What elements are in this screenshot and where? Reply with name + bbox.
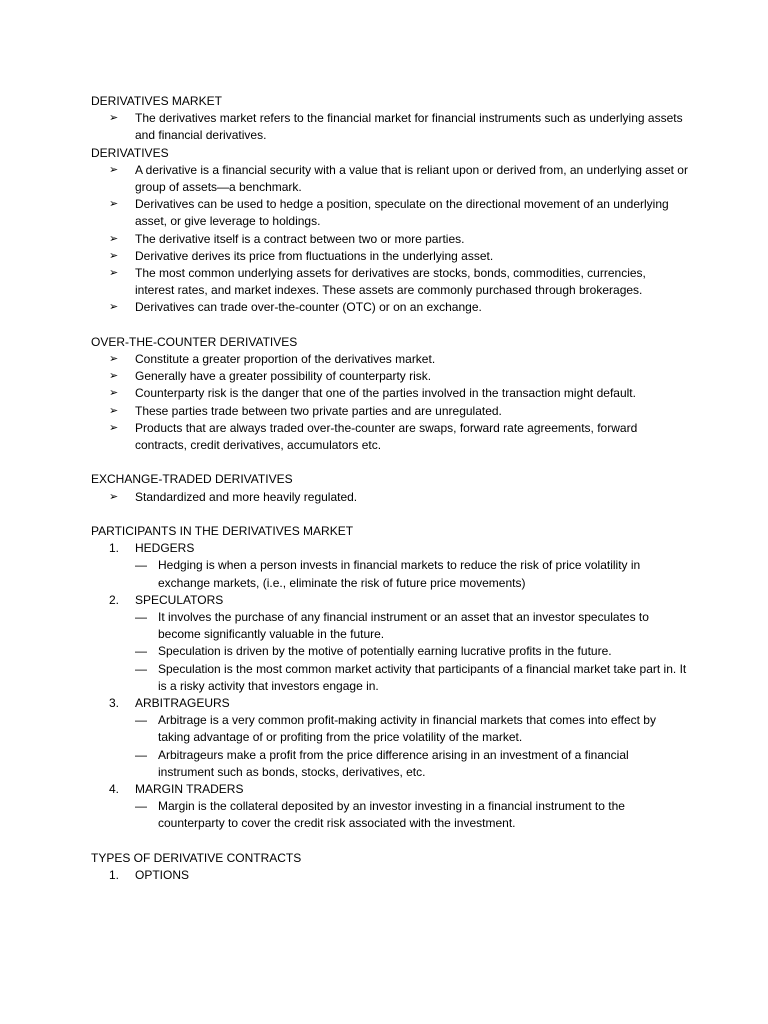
- heading-otc-derivatives: OVER-THE-COUNTER DERIVATIVES: [91, 334, 298, 349]
- heading-exchange-traded-derivatives: EXCHANGE-TRADED DERIVATIVES: [91, 472, 293, 487]
- list-item: ➢ Derivatives can be used to hedge a position, speculate on the directional movement of an underlying asset, or give leverage to holdings.: [109, 197, 669, 229]
- list-item: — Speculation is driven by the motive of potentially earning lucrative profits in the future.: [158, 643, 688, 660]
- arrow-bullet-icon: ➢: [109, 387, 119, 400]
- hedgers-items: [135, 557, 688, 591]
- participant-group-margin-traders: 4. MARGIN TRADERS — Margin is the collateral deposited by an investor investing in a financial instrument to the counterparty to cover the credit risk associated with the investment.: [135, 781, 688, 833]
- list-item: ➢ The most common underlying assets for derivatives are stocks, bonds, commodities, currencies, interest rates, and market indexes. These assets are commonly purchased through brokerages.: [109, 266, 646, 298]
- list-item: ➢ Generally have a greater possibility of counterparty risk.: [135, 368, 688, 385]
- dash-bullet-icon: —: [135, 558, 147, 573]
- section-gap: [91, 317, 688, 334]
- list-item: ➢ The derivatives market refers to the financial market for financial instruments such as underlying assets and financial derivatives.: [109, 111, 683, 143]
- speculators-items: [135, 609, 688, 695]
- heading-derivatives: DERIVATIVES: [91, 145, 169, 160]
- list-item: — Speculation is the most common market activity that participants of a financial market take part in. It is a risky activity that investors engage in.: [135, 661, 687, 693]
- arrow-bullet-icon: ➢: [109, 163, 119, 176]
- list-item: — Arbitrage is a very common profit-making activity in financial markets that comes into effect by taking advantage of or profiting from the price volatility of the market.: [135, 713, 656, 745]
- section-gap: [91, 833, 688, 850]
- list-item: ➢ The derivative itself is a contract between two or more parties.: [135, 231, 688, 248]
- arrow-bullet-icon: ➢: [109, 198, 119, 211]
- list-item: ➢ Counterparty risk is the danger that one of the parties involved in the transaction might default.: [135, 385, 688, 402]
- arbitrageurs-items: [135, 712, 688, 781]
- arrow-bullet-icon: ➢: [109, 353, 119, 366]
- arrow-bullet-icon: ➢: [109, 267, 119, 280]
- arrow-bullet-icon: ➢: [109, 404, 119, 417]
- arrow-bullet-icon: ➢: [109, 421, 119, 434]
- derivatives-market-list: [91, 110, 688, 144]
- arrow-bullet-icon: ➢: [109, 301, 119, 314]
- section-gap: [91, 506, 688, 523]
- list-item: ➢ Derivative derives its price from fluctuations in the underlying asset.: [135, 248, 688, 265]
- list-item: — Margin is the collateral deposited by an investor investing in a financial instrument to the counterparty to cover the credit risk associated with the investment.: [135, 799, 625, 831]
- heading-types-of-contracts: TYPES OF DERIVATIVE CONTRACTS: [91, 850, 302, 865]
- section-gap: [91, 454, 688, 471]
- arrow-bullet-icon: ➢: [109, 370, 119, 383]
- arrow-bullet-icon: ➢: [109, 112, 119, 125]
- dash-bullet-icon: —: [135, 610, 147, 625]
- group-title: ARBITRAGEURS: [135, 696, 230, 711]
- arrow-bullet-icon: ➢: [109, 232, 119, 245]
- dash-bullet-icon: —: [135, 661, 147, 676]
- participant-group-arbitrageurs: 3. ARBITRAGEURS — Arbitrage is a very common profit-making activity in financial markets that comes into effect by taking advantage of or profiting from the price volatility of the market. — Arbitrageurs make a profit from the price difference arising in an investment of a financial instrument such as bonds, stocks, derivatives, etc.: [135, 695, 688, 781]
- list-item: ➢ Products that are always traded over-the-counter are swaps, forward rate agreements, forward contracts, credit derivatives, accumulators etc.: [109, 420, 638, 453]
- group-title: OPTIONS: [135, 868, 190, 883]
- group-title: HEDGERS: [135, 541, 195, 556]
- list-item: ➢ Constitute a greater proportion of the derivatives market.: [135, 351, 688, 368]
- contracts-list: [91, 867, 688, 884]
- dash-bullet-icon: —: [135, 799, 147, 814]
- list-item: — Hedging is when a person invests in financial markets to reduce the risk of price volatility in exchange markets, (i.e., eliminate the risk of future price movements): [135, 558, 641, 590]
- list-item: — It involves the purchase of any financial instrument or an asset that an investor speculates to become significantly valuable in the future.: [135, 610, 649, 642]
- list-item: ➢ These parties trade between two private parties and are unregulated.: [135, 403, 688, 420]
- arrow-bullet-icon: ➢: [109, 249, 119, 262]
- list-item: — Arbitrageurs make a profit from the price difference arising in an investment of a financial instrument such as bonds, stocks, derivatives, etc.: [135, 747, 629, 779]
- otc-list: [91, 351, 688, 454]
- dash-bullet-icon: —: [135, 713, 147, 728]
- participant-group-hedgers: 1. HEDGERS — Hedging is when a person invests in financial markets to reduce the risk of price volatility in exchange markets, (i.e., eliminate the risk of future price movements): [135, 540, 688, 592]
- derivatives-list: [91, 162, 688, 317]
- contract-group-options: 1. OPTIONS: [109, 868, 190, 883]
- participants-list: [91, 540, 688, 832]
- group-title: MARGIN TRADERS: [135, 782, 244, 797]
- list-item: ➢ Standardized and more heavily regulated.: [135, 489, 688, 506]
- heading-participants: PARTICIPANTS IN THE DERIVATIVES MARKET: [91, 524, 354, 539]
- heading-derivatives-market: DERIVATIVES MARKET: [91, 94, 222, 108]
- etd-list: [91, 489, 688, 506]
- margin-traders-items: [135, 798, 688, 832]
- participant-group-speculators: 2. SPECULATORS — It involves the purchase of any financial instrument or an asset that an investor speculates to become significantly valuable in the future. — Speculation is driven by the motive of potentially earning lucrative profits in the future. — Speculation is the most common market activity that participants of a financial market take part in. It is a risky activity that investors engage in.: [135, 592, 688, 695]
- list-item: ➢ Derivatives can trade over-the-counter (OTC) or on an exchange.: [135, 299, 688, 316]
- list-item: ➢ A derivative is a financial security with a value that is reliant upon or derived from, an underlying asset or group of assets—a benchmark.: [109, 162, 688, 195]
- dash-bullet-icon: —: [135, 644, 147, 659]
- group-title: SPECULATORS: [135, 592, 224, 607]
- dash-bullet-icon: —: [135, 747, 147, 762]
- arrow-bullet-icon: ➢: [109, 490, 119, 503]
